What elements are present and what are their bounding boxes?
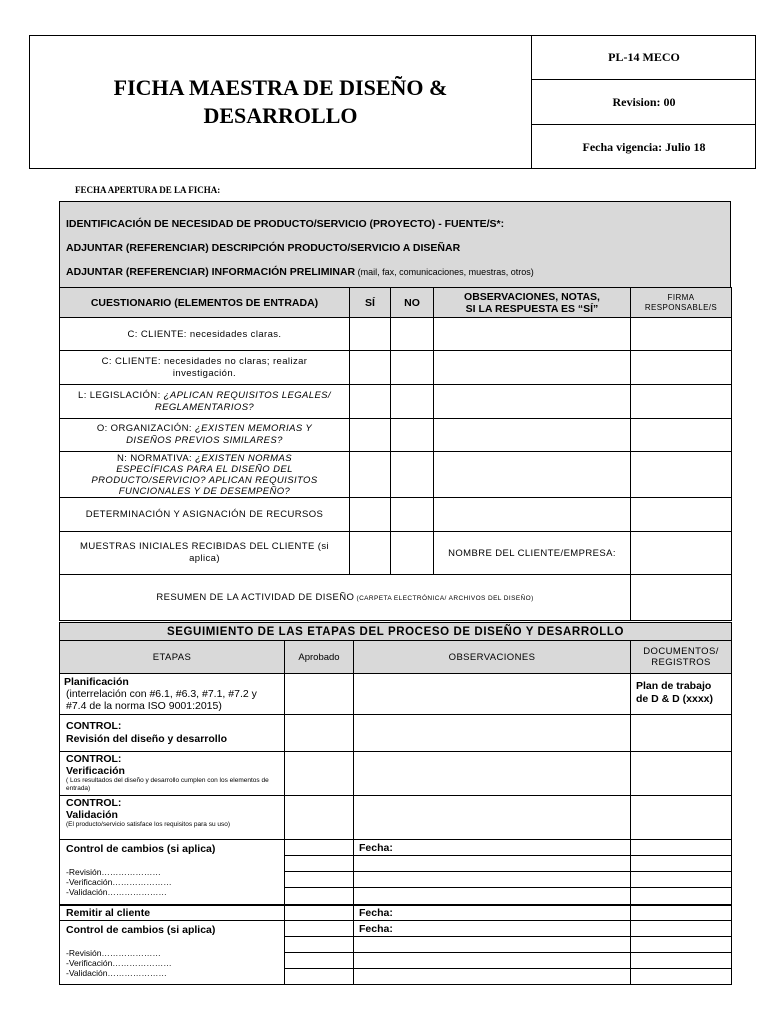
firma-cell[interactable] [631,532,732,575]
question-legislacion: L: LEGISLACIÓN: ¿APLICAN REQUISITOS LEGALES/ REGLAMENTARIOS? [60,385,350,419]
control-cambios-1: Control de cambios (si aplica) -Revisión………………… -Verificación………………… -Validación………………… [60,840,285,905]
ident-line-2: ADJUNTAR (REFERENCIAR) DESCRIPCIÓN PRODUCTO/SERVICIO A DISEÑAR [66,242,461,254]
observaciones-cell[interactable] [354,872,631,888]
answer-si[interactable] [350,385,391,419]
documentos-cell[interactable] [631,937,732,953]
aprobado-cell[interactable] [285,921,354,937]
fecha-label: Fecha: [354,840,631,856]
observaciones-cell[interactable] [434,351,631,385]
fecha-label: Fecha: [354,905,631,921]
etapa-verificacion: CONTROL: Verificación ( Los resultados del diseño y desarrollo cumplen con los elementos de entrada) [60,752,285,796]
firma-cell[interactable] [631,419,732,452]
aprobado-cell[interactable] [285,752,354,796]
observaciones-cell[interactable] [354,752,631,796]
documentos-cell[interactable] [631,752,732,796]
control-cambios-2: Control de cambios (si aplica) -Revisión………………… -Verificación………………… -Validación………………… [60,921,285,985]
title-line-2: DESARROLLO [203,103,358,128]
answer-no[interactable] [391,532,434,575]
aprobado-cell[interactable] [285,969,354,985]
documentos-cell[interactable] [631,872,732,888]
answer-si[interactable] [350,351,391,385]
nombre-cliente-label: NOMBRE DEL CLIENTE/EMPRESA: [434,532,631,575]
col-observaciones-header: OBSERVACIONES [354,641,631,674]
documentos-cell[interactable] [631,856,732,872]
document-code: PL-14 MECO [608,50,680,64]
observaciones-cell[interactable] [354,969,631,985]
fecha-label: Fecha: [354,921,631,937]
observaciones-cell[interactable] [434,318,631,351]
revision-label: Revision: 00 [612,94,676,109]
answer-si[interactable] [350,318,391,351]
answer-no[interactable] [391,385,434,419]
answer-si[interactable] [350,419,391,452]
observaciones-cell[interactable] [354,888,631,905]
question-normativa: N: NORMATIVA: ¿EXISTEN NORMAS ESPECÍFICAS PARA EL DISEÑO DEL PRODUCTO/SERVICIO? APLICAN REQUISITOS FUNCIONALES Y DE DESEMPEÑO? [60,452,350,498]
document-title [29,35,532,169]
col-si-header: SÍ [350,288,391,318]
col-documentos-header: DOCUMENTOS/ REGISTROS [631,641,732,674]
fecha-apertura-label: FECHA APERTURA DE LA FICHA: [75,185,221,195]
resumen-actividad: RESUMEN DE LA ACTIVIDAD DE DISEÑO (CARPETA ELECTRÓNICA/ ARCHIVOS DEL DISEÑO) [60,575,631,621]
aprobado-cell[interactable] [285,856,354,872]
firma-cell[interactable] [631,452,732,498]
etapa-revision: CONTROL: Revisión del diseño y desarrollo [60,715,285,752]
observaciones-cell[interactable] [354,953,631,969]
documentos-cell[interactable] [631,953,732,969]
col-aprobado-header: Aprobado [285,641,354,674]
observaciones-cell[interactable] [354,856,631,872]
documentos-cell[interactable] [631,840,732,856]
answer-si[interactable] [350,452,391,498]
plan-trabajo-doc: Plan de trabajo de D & D (xxxx) [631,674,732,715]
observaciones-cell[interactable] [434,452,631,498]
observaciones-cell[interactable] [354,937,631,953]
col-firma-header: FIRMA RESPONSABLE/S [631,288,732,318]
col-etapas-header: ETAPAS [60,641,285,674]
observaciones-cell[interactable] [434,419,631,452]
aprobado-cell[interactable] [285,796,354,840]
seguimiento-table [59,622,732,985]
etapa-planificacion: Planificación (interrelación con #6.1, #6.3, #7.1, #7.2 y #7.4 de la norma ISO 9001:2015) [60,674,285,715]
documentos-cell[interactable] [631,796,732,840]
documentos-cell[interactable] [631,969,732,985]
aprobado-cell[interactable] [285,953,354,969]
answer-no[interactable] [391,498,434,532]
remitir-cliente: Remitir al cliente [60,905,285,921]
ident-line-1: IDENTIFICACIÓN DE NECESIDAD DE PRODUCTO/SERVICIO (PROYECTO) - FUENTE/S*: [66,218,505,230]
title-line-1: FICHA MAESTRA DE DISEÑO & [113,75,448,100]
documentos-cell[interactable] [631,905,732,921]
question-organizacion: O: ORGANIZACIÓN: ¿EXISTEN MEMORIAS Y DISEÑOS PREVIOS SIMILARES? [60,419,350,452]
answer-no[interactable] [391,351,434,385]
firma-cell[interactable] [631,498,732,532]
col-observaciones-header: OBSERVACIONES, NOTAS, SI LA RESPUESTA ES “SÍ” [434,288,631,318]
question-cliente-claras: C: CLIENTE: necesidades claras. [60,318,350,351]
aprobado-cell[interactable] [285,840,354,856]
seguimiento-title: SEGUIMIENTO DE LAS ETAPAS DEL PROCESO DE DISEÑO Y DESARROLLO [60,623,732,641]
question-cliente-no-claras: C: CLIENTE: necesidades no claras; realizar investigación. [60,351,350,385]
ident-line-3: ADJUNTAR (REFERENCIAR) INFORMACIÓN PRELIMINAR (mail, fax, comunicaciones, muestras, otros) [66,266,534,278]
answer-no[interactable] [391,419,434,452]
col-no-header: NO [391,288,434,318]
aprobado-cell[interactable] [285,937,354,953]
firma-cell[interactable] [631,385,732,419]
observaciones-cell[interactable] [434,498,631,532]
question-muestras: MUESTRAS INICIALES RECIBIDAS DEL CLIENTE (si aplica) [60,532,350,575]
question-recursos: DETERMINACIÓN Y ASIGNACIÓN DE RECURSOS [60,498,350,532]
aprobado-cell[interactable] [285,905,354,921]
firma-cell[interactable] [631,351,732,385]
aprobado-cell[interactable] [285,872,354,888]
answer-no[interactable] [391,318,434,351]
fecha-vigencia: Fecha vigencia: Julio 18 [582,139,706,154]
cuestionario-table [59,287,732,621]
observaciones-cell[interactable] [354,715,631,752]
aprobado-cell[interactable] [285,674,354,715]
observaciones-cell[interactable] [354,674,631,715]
answer-no[interactable] [391,452,434,498]
firma-cell[interactable] [631,575,732,621]
documentos-cell[interactable] [631,888,732,905]
identificacion-box [59,201,731,288]
observaciones-cell[interactable] [434,385,631,419]
aprobado-cell[interactable] [285,888,354,905]
etapa-validacion: CONTROL: Validación (El producto/servicio satisface los requisitos para su uso) [60,796,285,840]
answer-si[interactable] [350,498,391,532]
observaciones-cell[interactable] [354,796,631,840]
aprobado-cell[interactable] [285,715,354,752]
col-elementos-header: CUESTIONARIO (ELEMENTOS DE ENTRADA) [60,288,350,318]
documentos-cell[interactable] [631,921,732,937]
firma-cell[interactable] [631,318,732,351]
documentos-cell[interactable] [631,715,732,752]
answer-si[interactable] [350,532,391,575]
